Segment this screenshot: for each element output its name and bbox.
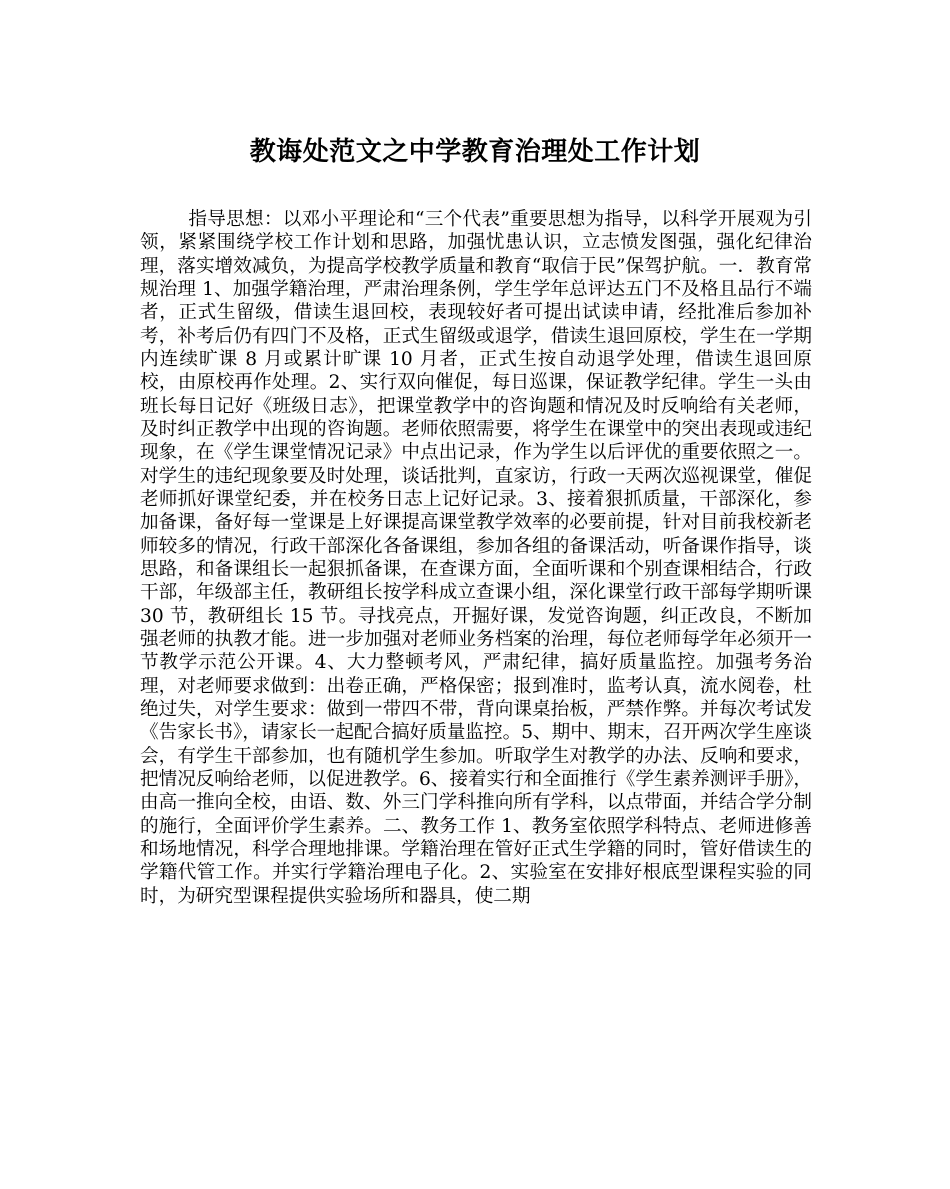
document-body-paragraph: 指导思想：以邓小平理论和“三个代表”重要思想为指导，以科学开展观为引领，紧紧围绕学校工作计划和思路，加强忧患认识，立志愤发图强，强化纪律治理，落实增效减负，为提高学校教学质量和教育“取信于民”保驾护航。一．教育常规治理 1、加强学籍治理，严肃治理条例，学生学年总评达五门不及格且品行不端者，正式生留级，借读生退回校，表现较好者可提出试读申请，经批准后参加补考，补考后仍有四门不及格，正式生留级或退学，借读生退回原校，学生在一学期内连续旷课 8 月或累计旷课 10 月者，正式生按自动退学处理，借读生退回原校，由原校再作处理。2、实行双向催促，每日巡课，保证教学纪律。学生一头由班长每日记好《班级日志》，把课堂教学中的咨询题和情况及时反响给有关老师，及时纠正教学中出现的咨询题。老师依照需要，将学生在课堂中的突出表现或违纪现象，在《学生课堂情况记录》中点出记录，作为学生以后评优的重要依照之一。对学生的违纪现象要及时处理，谈话批判，直家访，行政一天两次巡视课堂，催促老师抓好课堂纪委，并在校务日志上记好记录。3、接着狠抓质量，干部深化，参加备课，备好每一堂课是上好课提高课堂教学效率的必要前提，针对目前我校新老师较多的情况，行政干部深化各备课组，参加各组的备课活动，听备课作指导，谈思路，和备课组长一起狠抓备课，在查课方面，全面听课和个别查课相结合，行政干部，年级部主任，教研组长按学科成立查课小组，深化课堂行政干部每学期听课 30 节，教研组长 15 节。寻找亮点，开掘好课，发觉咨询题，纠正改良，不断加强老师的执教才能。进一步加强对老师业务档案的治理，每位老师每学年必须开一节教学示范公开课。4、大力整顿考风，严肃纪律，搞好质量监控。加强考务治理，对老师要求做到：出卷正确，严格保密；报到准时，监考认真，流水阅卷，杜绝过失，对学生要求：做到一带四不带，背向课桌抬板，严禁作弊。并每次考试发《告家长书》，请家长一起配合搞好质量监控。5、期中、期末，召开两次学生座谈会，有学生干部参加，也有随机学生参加。听取学生对教学的办法、反响和要求，把情况反响给老师，以促进教学。6、接着实行和全面推行《学生素养测评手册》，由高一推向全校，由语、数、外三门学科推向所有学科，以点带面，并结合学分制的施行，全面评价学生素养。二、教务工作 1、教务室依照学科特点、老师进修善和场地情况，科学合理地排课。学籍治理在管好正式生学籍的同时，管好借读生的学籍代管工作。并实行学籍治理电子化。2、实验室在安排好根底型课程实验的同时，为研究型课程提供实验场所和器具，使二期	[140, 209, 812, 907]
document-title: 教诲处范文之中学教育治理处工作计划	[249, 137, 701, 167]
